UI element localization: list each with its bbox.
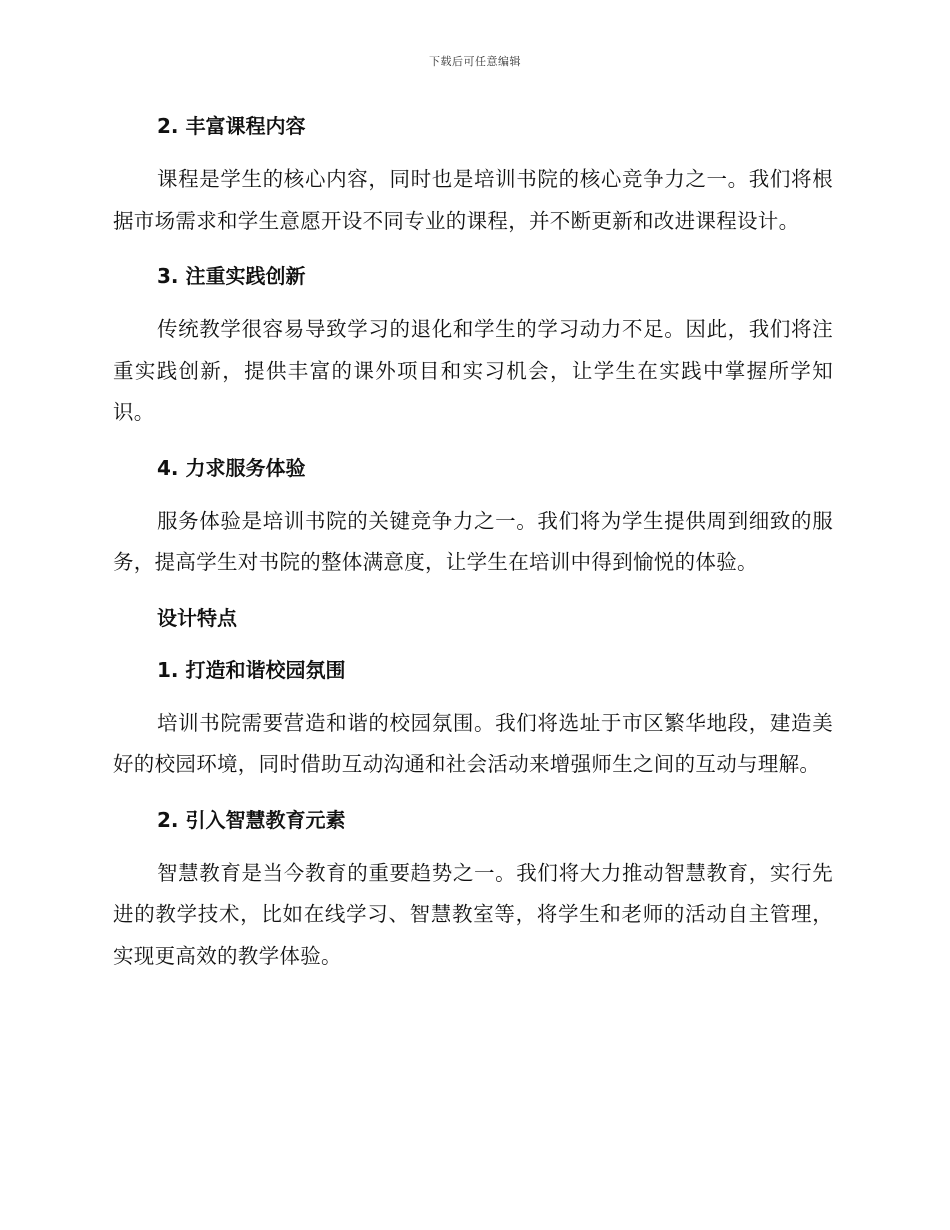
section-heading: 3. 注重实践创新: [157, 264, 306, 288]
section-heading: 1. 打造和谐校园氛围: [157, 657, 346, 682]
document-body: [113, 106, 833, 991]
section-heading: 2. 引入智慧教育元素: [157, 807, 346, 832]
section-heading: 4. 力求服务体验: [157, 455, 306, 480]
section-paragraph: 培训书院需要营造和谐的校园氛围。我们将选址于市区繁华地段，建造美好的校园环境，同时借助互动沟通和社会活动来增强师生之间的互动与理解。: [113, 710, 833, 776]
page-header: 下载后可任意编辑: [429, 55, 521, 68]
design-title: 设计特点: [157, 605, 237, 630]
section-paragraph: 智慧教育是当今教育的重要趋势之一。我们将大力推动智慧教育，实行先进的教学技术，比如在线学习、智慧教室等，将学生和老师的活动自主管理，实现更高效的教学体验。: [113, 860, 833, 968]
section-paragraph: 传统教学很容易导致学习的退化和学生的学习动力不足。因此，我们将注重实践创新，提供丰富的课外项目和实习机会，让学生在实践中掌握所学知识。: [113, 317, 833, 424]
section-heading: 2. 丰富课程内容: [157, 114, 306, 138]
section-paragraph: 课程是学生的核心内容，同时也是培训书院的核心竞争力之一。我们将根据市场需求和学生意愿开设不同专业的课程，并不断更新和改进课程设计。: [113, 167, 833, 233]
section-paragraph: 服务体验是培训书院的关键竞争力之一。我们将为学生提供周到细致的服务，提高学生对书院的整体满意度，让学生在培训中得到愉悦的体验。: [113, 508, 833, 574]
